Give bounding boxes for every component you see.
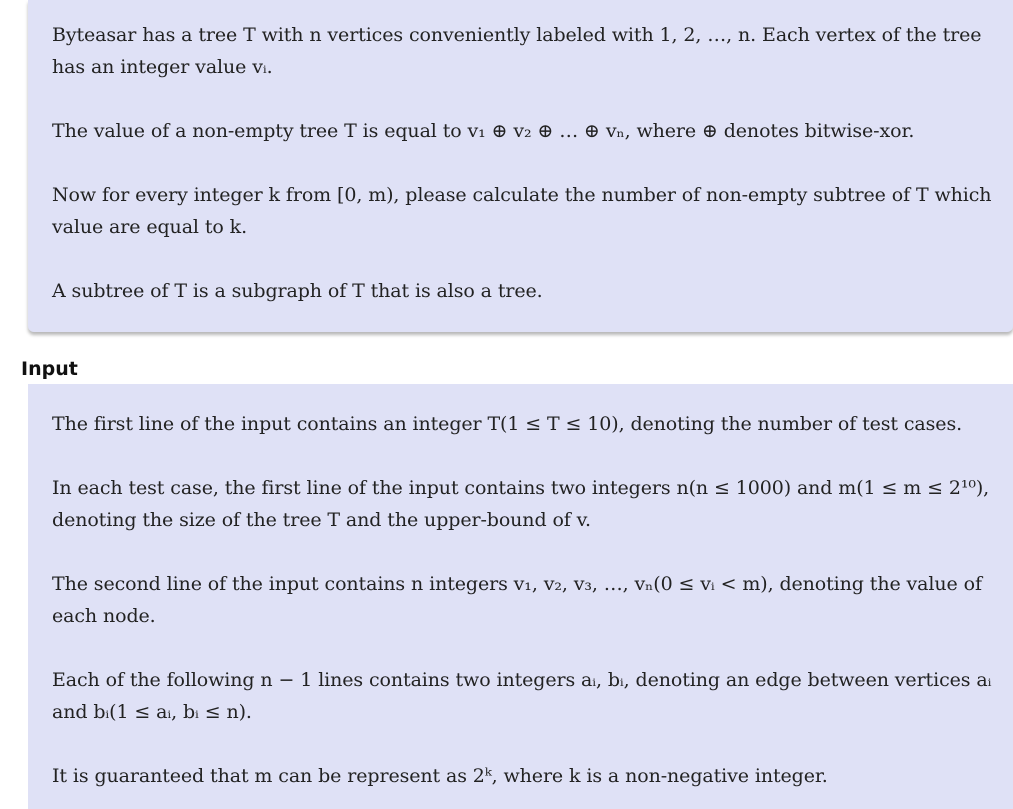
description-paragraph-4: A subtree of T is a subgraph of T that is also a tree. <box>52 280 543 302</box>
input-paragraph-3: The second line of the input contains n integers v₁, v₂, v₃, …, vₙ(0 ≤ vᵢ < m), denoting the value of each node. <box>52 573 982 627</box>
description-paragraph-1: Byteasar has a tree T with n vertices conveniently labeled with 1, 2, …, n. Each vertex of the tree has an integer value vᵢ. <box>52 24 982 78</box>
input-paragraph-4: Each of the following n − 1 lines contains two integers aᵢ, bᵢ, denoting an edge between vertices aᵢ and bᵢ(1 ≤ aᵢ, bᵢ ≤ n). <box>52 669 992 723</box>
input-section-title: Input <box>21 358 78 380</box>
description-paragraph-2: The value of a non-empty tree T is equal to v₁ ⊕ v₂ ⊕ … ⊕ vₙ, where ⊕ denotes bitwise-xor. <box>52 120 915 142</box>
input-paragraph-1: The first line of the input contains an integer T(1 ≤ T ≤ 10), denoting the number of test cases. <box>52 413 963 435</box>
input-paragraph-5: It is guaranteed that m can be represent as 2ᵏ, where k is a non-negative integer. <box>52 765 828 787</box>
description-paragraph-3: Now for every integer k from [0, m), please calculate the number of non-empty subtree of T which value are equal to k. <box>52 184 992 238</box>
input-paragraph-2: In each test case, the first line of the input contains two integers n(n ≤ 1000) and m(1 ≤ m ≤ 2¹⁰), denoting the size of the tree T and the upper-bound of v. <box>52 477 990 531</box>
